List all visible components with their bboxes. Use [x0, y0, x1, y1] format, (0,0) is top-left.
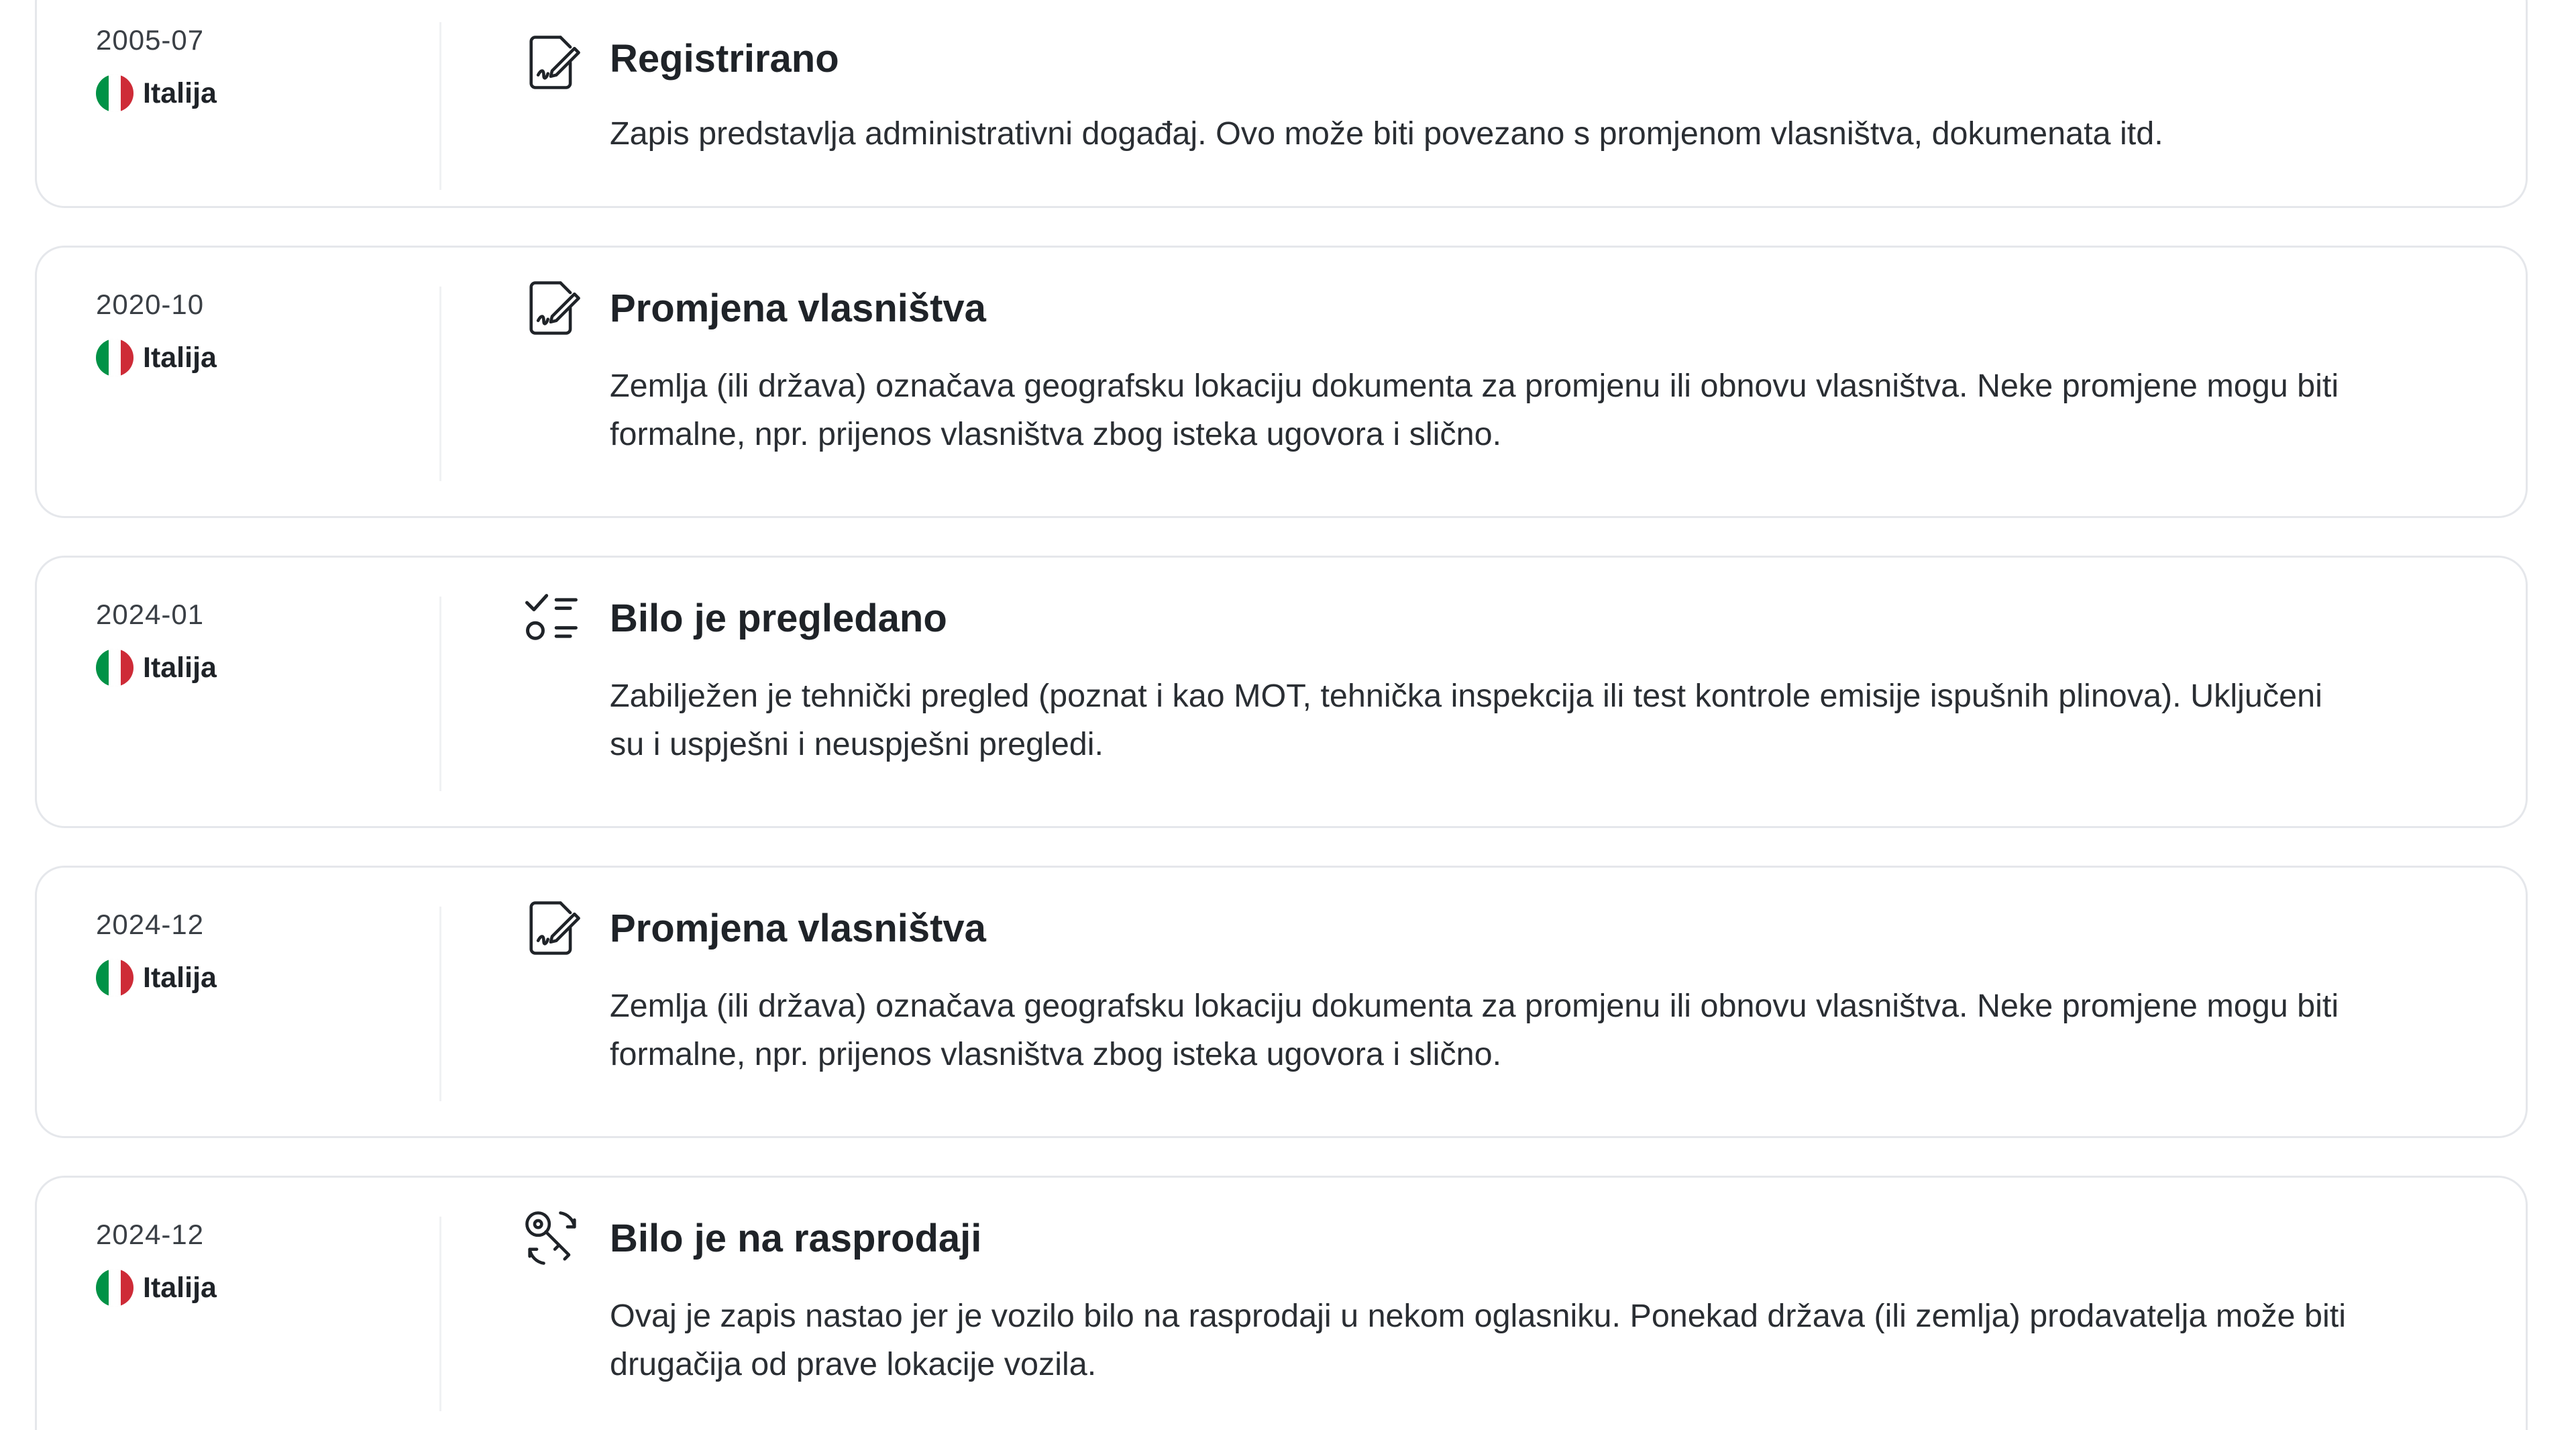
event-description-line: drugačija od prave lokacije vozila. [610, 1346, 1097, 1382]
event-meta [96, 598, 418, 686]
card-divider [439, 22, 441, 190]
event-title: Bilo je na rasprodaji [610, 1217, 982, 1260]
country-name: Italija [143, 341, 217, 374]
timeline-card [35, 246, 2528, 518]
signed-document-icon [519, 29, 586, 96]
country-name: Italija [143, 961, 217, 994]
card-divider [439, 1217, 441, 1411]
checklist-icon [519, 584, 586, 652]
event-country [96, 1269, 418, 1307]
event-description-line: Zapis predstavlja administrativni događaj. Ovo može biti povezano s promjenom vlasništva, dokumenata itd. [610, 115, 2163, 152]
event-meta [96, 1218, 418, 1307]
event-description-line: Ovaj je zapis nastao jer je vozilo bilo na rasprodaji u nekom oglasniku. Ponekad država (ili zemlja) prodavatelja može biti [610, 1298, 2346, 1334]
card-divider [439, 907, 441, 1101]
timeline-card [35, 1176, 2528, 1430]
italy-flag-icon [96, 649, 133, 686]
card-divider [439, 287, 441, 481]
event-country [96, 339, 418, 376]
event-date: 2024-12 [96, 909, 205, 940]
italy-flag-icon [96, 1269, 133, 1307]
event-description [610, 362, 2515, 458]
event-description [610, 109, 2515, 158]
signed-document-icon [519, 895, 586, 962]
italy-flag-icon [96, 339, 133, 376]
event-title: Promjena vlasništva [610, 287, 986, 330]
event-date: 2005-07 [96, 24, 205, 56]
event-country [96, 959, 418, 997]
event-country [96, 74, 418, 112]
country-name: Italija [143, 76, 217, 109]
event-description-line: formalne, npr. prijenos vlasništva zbog isteka ugovora i slično. [610, 1036, 1502, 1072]
country-name: Italija [143, 651, 217, 684]
country-name: Italija [143, 1271, 217, 1304]
timeline-card [35, 556, 2528, 828]
event-title: Promjena vlasništva [610, 907, 986, 950]
event-description [610, 1292, 2515, 1388]
event-date: 2024-01 [96, 599, 205, 630]
event-title: Registrirano [610, 37, 839, 81]
card-divider [439, 597, 441, 791]
timeline-card [35, 866, 2528, 1138]
event-date: 2020-10 [96, 289, 205, 320]
event-title: Bilo je pregledano [610, 597, 947, 640]
key-exchange-icon [519, 1205, 586, 1272]
event-description [610, 672, 2515, 768]
event-description-line: Zabilježen je tehnički pregled (poznat i kao MOT, tehnička inspekcija ili test kontrole emisije ispušnih plinova). Uključeni [610, 678, 2322, 714]
event-description [610, 982, 2515, 1078]
event-meta [96, 288, 418, 376]
timeline-card [35, 0, 2528, 208]
event-description-line: Zemlja (ili država) označava geografsku lokaciju dokumenta za promjenu ili obnovu vlasništva. Neke promjene mogu biti [610, 368, 2339, 404]
italy-flag-icon [96, 959, 133, 997]
signed-document-icon [519, 274, 586, 342]
italy-flag-icon [96, 74, 133, 112]
event-country [96, 649, 418, 686]
event-date: 2024-12 [96, 1219, 205, 1250]
event-meta [96, 23, 418, 112]
event-description-line: formalne, npr. prijenos vlasništva zbog isteka ugovora i slično. [610, 416, 1502, 452]
event-meta [96, 908, 418, 997]
event-description-line: su i uspješni i neuspješni pregledi. [610, 726, 1104, 762]
event-description-line: Zemlja (ili država) označava geografsku lokaciju dokumenta za promjenu ili obnovu vlasništva. Neke promjene mogu biti [610, 988, 2339, 1024]
